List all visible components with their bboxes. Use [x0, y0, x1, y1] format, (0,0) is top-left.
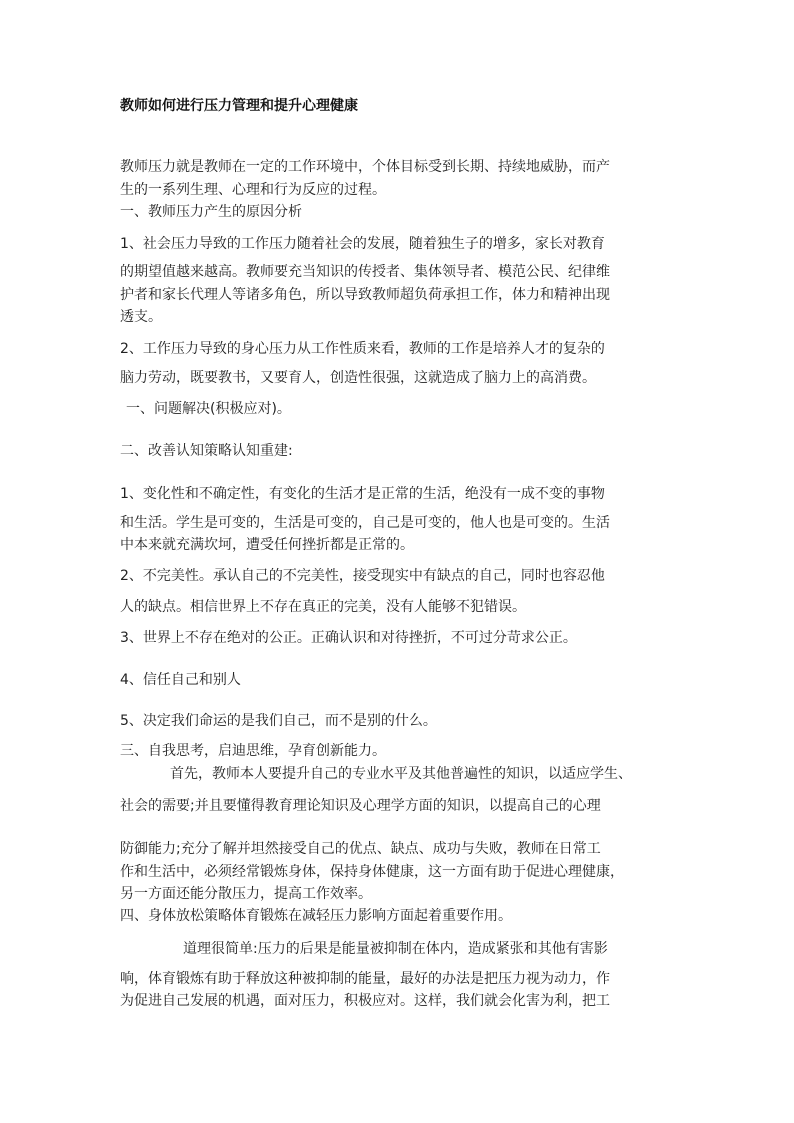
- paragraph-line: 脑力劳动，既要教书，又要育人，创造性很强，这就造成了脑力上的高消费。: [120, 370, 596, 386]
- paragraph-line: 3、世界上不存在绝对的公正。正确认识和对待挫折，不可过分苛求公正。: [120, 630, 577, 646]
- section-heading: 一、教师压力产生的原因分析: [120, 204, 302, 220]
- paragraph-line: 4、信任自己和别人: [120, 672, 241, 688]
- document-title: 教师如何进行压力管理和提升心理健康: [120, 98, 358, 114]
- paragraph-line: 作和生活中，必须经常锻炼身体，保持身体健康，这一方面有助于促进心理健康，: [120, 864, 624, 880]
- section-heading: 三、自我思考，启迪思维，孕育创新能力。: [120, 743, 386, 759]
- section-heading: 四、身体放松策略体育锻炼在减轻压力影响方面起着重要作用。: [120, 908, 512, 924]
- paragraph-line: 和生活。学生是可变的，生活是可变的，自己是可变的，他人也是可变的。生活: [120, 515, 610, 531]
- paragraph-line: 1、社会压力导致的工作压力随着社会的发展，随着独生子的增多，家长对教育: [120, 236, 605, 252]
- paragraph-line: 护者和家长代理人等诸多角色，所以导致教师超负荷承担工作，体力和精神出现: [120, 287, 610, 303]
- paragraph-line: 1、变化性和不确定性，有变化的生活才是正常的生活，绝没有一成不变的事物: [120, 486, 605, 502]
- paragraph-line: 社会的需要;并且要懂得教育理论知识及心理学方面的知识，以提高自己的心理: [120, 798, 601, 814]
- paragraph-line: 生的一系列生理、心理和行为反应的过程。: [120, 182, 386, 198]
- paragraph-line: 透支。: [120, 309, 162, 325]
- paragraph-line: 5、决定我们命运的是我们自己，而不是别的什么。: [120, 713, 437, 729]
- paragraph-line: 2、不完美性。承认自己的不完美性，接受现实中有缺点的自己，同时也容忍他: [120, 568, 605, 584]
- paragraph-line: 另一方面还能分散压力，提高工作效率。: [120, 886, 372, 902]
- paragraph-line: 道理很简单:压力的后果是能量被抑制在体内，造成紧张和其他有害影: [183, 941, 608, 957]
- paragraph-line: 为促进自己发展的机遇，面对压力，积极应对。这样，我们就会化害为利，把工: [120, 993, 610, 1009]
- paragraph-line: 中本来就充满坎坷，遭受任何挫折都是正常的。: [120, 537, 414, 553]
- paragraph-line: 2、工作压力导致的身心压力从工作性质来看，教师的工作是培养人才的复杂的: [120, 341, 605, 357]
- paragraph-line: 首先，教师本人要提升自己的专业水平及其他普遍性的知识，以适应学生、: [170, 766, 632, 782]
- paragraph-line: 教师压力就是教师在一定的工作环境中，个体目标受到长期、持续地威胁，而产: [120, 159, 610, 175]
- paragraph-line: 响，体育锻炼有助于释放这种被抑制的能量，最好的办法是把压力视为动力，作: [120, 971, 610, 987]
- section-heading: 二、改善认知策略认知重建:: [120, 443, 293, 459]
- paragraph-line: 的期望值越来越高。教师要充当知识的传授者、集体领导者、模范公民、纪律维: [120, 264, 610, 280]
- paragraph-line: 人的缺点。相信世界上不存在真正的完美，没有人能够不犯错误。: [120, 599, 526, 615]
- section-heading: 一、问题解决(积极应对)。: [126, 401, 291, 417]
- paragraph-line: 防御能力;充分了解并坦然接受自己的优点、缺点、成功与失败，教师在日常工: [120, 841, 601, 857]
